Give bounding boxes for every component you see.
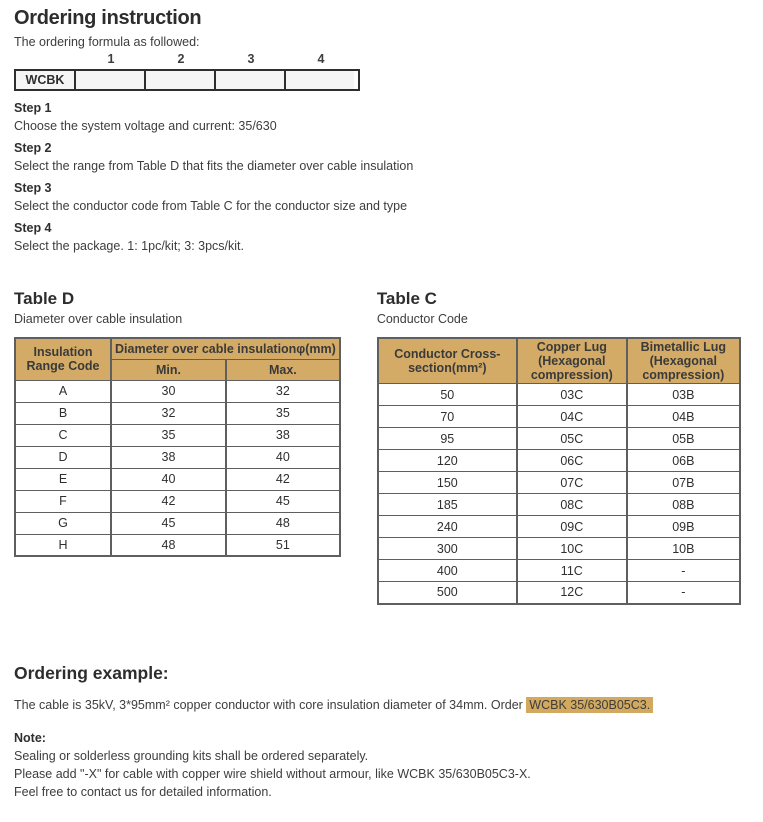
cell-max: 35 xyxy=(226,402,340,424)
cell-copper-code: 11C xyxy=(517,560,627,582)
step-4-label: Step 4 xyxy=(14,221,52,235)
page-title: Ordering instruction xyxy=(14,7,202,29)
cell-copper-code: 06C xyxy=(517,450,627,472)
cell-min: 48 xyxy=(111,534,226,556)
table-row xyxy=(378,516,740,538)
cell-bimetallic-code: 10B xyxy=(627,538,740,560)
formula-cell-1 xyxy=(74,71,144,89)
table-row xyxy=(378,494,740,516)
cell-copper-code: 09C xyxy=(517,516,627,538)
cell-cross-section: 185 xyxy=(378,494,517,516)
note-line-2: Please add "-X" for cable with copper wire shield without armour, like WCBK 35/630B05C3-X. xyxy=(14,766,531,781)
cell-max: 51 xyxy=(226,534,340,556)
table-c-header-bimetallic-lug: Bimetallic Lug (Hexagonal compression) xyxy=(627,338,740,384)
table-row xyxy=(378,560,740,582)
table-row xyxy=(15,402,340,424)
cell-bimetallic-code: 06B xyxy=(627,450,740,472)
cell-max: 38 xyxy=(226,424,340,446)
step-2-label: Step 2 xyxy=(14,141,52,155)
cell-bimetallic-code: 09B xyxy=(627,516,740,538)
table-d-section xyxy=(14,289,341,557)
step-1-label: Step 1 xyxy=(14,101,52,115)
cell-copper-code: 12C xyxy=(517,582,627,604)
step-3-text: Select the conductor code from Table C for the conductor size and type xyxy=(14,199,408,213)
step-2-text: Select the range from Table D that fits the diameter over cable insulation xyxy=(14,159,414,173)
note-line-3: Feel free to contact us for detailed information. xyxy=(14,784,272,799)
cell-bimetallic-code: 08B xyxy=(627,494,740,516)
ordering-example-text xyxy=(14,698,749,712)
cell-max: 32 xyxy=(226,380,340,402)
formula-label-4: 4 xyxy=(317,52,325,66)
table-d-header-min: Min. xyxy=(111,359,226,380)
table-d xyxy=(14,337,341,557)
formula-caption: The ordering formula as followed: xyxy=(14,35,200,49)
step-1-text: Choose the system voltage and current: 35/630 xyxy=(14,119,277,133)
table-c-subtitle: Conductor Code xyxy=(376,312,468,326)
cell-copper-code: 04C xyxy=(517,406,627,428)
table-row xyxy=(15,380,340,402)
cell-min: 38 xyxy=(111,446,226,468)
cell-cross-section: 400 xyxy=(378,560,517,582)
cell-range-code: G xyxy=(15,512,111,534)
note-line-1: Sealing or solderless grounding kits shall be ordered separately. xyxy=(14,748,369,763)
table-d-header-range-code: Insulation Range Code xyxy=(15,338,111,380)
table-c-section xyxy=(377,289,741,605)
cell-cross-section: 120 xyxy=(378,450,517,472)
cell-range-code: B xyxy=(15,402,111,424)
cell-min: 35 xyxy=(111,424,226,446)
cell-range-code: D xyxy=(15,446,111,468)
cell-max: 48 xyxy=(226,512,340,534)
cell-max: 42 xyxy=(226,468,340,490)
ordering-example-section xyxy=(14,663,749,712)
table-row xyxy=(15,424,340,446)
cell-bimetallic-code: 07B xyxy=(627,472,740,494)
table-row xyxy=(15,490,340,512)
cell-min: 42 xyxy=(111,490,226,512)
cell-cross-section: 240 xyxy=(378,516,517,538)
cell-bimetallic-code: - xyxy=(627,582,740,604)
formula-cell-4 xyxy=(284,71,354,89)
cell-max: 40 xyxy=(226,446,340,468)
cell-copper-code: 05C xyxy=(517,428,627,450)
table-c-header-row xyxy=(378,338,740,384)
table-d-header-diameter: Diameter over cable insulationφ(mm) xyxy=(111,338,340,359)
cell-cross-section: 500 xyxy=(378,582,517,604)
order-code-highlight: WCBK 35/630B05C3. xyxy=(526,697,653,713)
formula-position-labels xyxy=(14,52,749,69)
formula-cell-3 xyxy=(214,71,284,89)
cell-range-code: E xyxy=(15,468,111,490)
table-row xyxy=(378,428,740,450)
table-row xyxy=(15,512,340,534)
cell-cross-section: 150 xyxy=(378,472,517,494)
table-row xyxy=(378,582,740,604)
cell-bimetallic-code: 05B xyxy=(627,428,740,450)
table-row xyxy=(378,406,740,428)
cell-max: 45 xyxy=(226,490,340,512)
cell-copper-code: 10C xyxy=(517,538,627,560)
tables-section xyxy=(14,289,749,605)
step-4-text: Select the package. 1: 1pc/kit; 3: 3pcs/kit. xyxy=(14,239,244,253)
table-c xyxy=(377,337,741,605)
cell-bimetallic-code: 04B xyxy=(627,406,740,428)
steps-section xyxy=(14,101,749,253)
table-d-header-max: Max. xyxy=(226,359,340,380)
table-row xyxy=(378,538,740,560)
cell-cross-section: 300 xyxy=(378,538,517,560)
note-section xyxy=(14,732,749,799)
ordering-example-title: Ordering example: xyxy=(14,662,169,683)
cell-bimetallic-code: 03B xyxy=(627,384,740,406)
formula-table xyxy=(14,69,360,91)
formula-label-1: 1 xyxy=(107,52,115,66)
table-c-header-cross-section: Conductor Cross-section(mm²) xyxy=(378,338,517,384)
cell-cross-section: 50 xyxy=(378,384,517,406)
table-row xyxy=(15,446,340,468)
cell-range-code: H xyxy=(15,534,111,556)
cell-range-code: A xyxy=(15,380,111,402)
cell-min: 32 xyxy=(111,402,226,424)
formula-label-2: 2 xyxy=(177,52,185,66)
table-row xyxy=(378,384,740,406)
cell-bimetallic-code: - xyxy=(627,560,740,582)
table-d-subtitle: Diameter over cable insulation xyxy=(14,312,183,326)
ordering-formula xyxy=(14,52,749,91)
formula-prefix-cell: WCBK xyxy=(16,71,74,89)
cell-range-code: F xyxy=(15,490,111,512)
cell-cross-section: 95 xyxy=(378,428,517,450)
cell-cross-section: 70 xyxy=(378,406,517,428)
cell-copper-code: 03C xyxy=(517,384,627,406)
cell-min: 30 xyxy=(111,380,226,402)
cell-min: 40 xyxy=(111,468,226,490)
formula-cell-2 xyxy=(144,71,214,89)
table-d-title: Table D xyxy=(14,289,75,308)
cell-copper-code: 08C xyxy=(517,494,627,516)
table-c-title: Table C xyxy=(376,289,437,308)
table-row xyxy=(15,534,340,556)
formula-label-spacer xyxy=(14,52,76,69)
table-row xyxy=(378,472,740,494)
ordering-example-text-before: The cable is 35kV, 3*95mm² copper conductor with core insulation diameter of 34mm. Order xyxy=(14,697,527,712)
cell-range-code: C xyxy=(15,424,111,446)
table-row xyxy=(378,450,740,472)
formula-label-3: 3 xyxy=(247,52,255,66)
table-row xyxy=(15,468,340,490)
step-3-label: Step 3 xyxy=(14,181,52,195)
table-c-header-copper-lug: Copper Lug (Hexagonal compression) xyxy=(517,338,627,384)
table-d-header-row xyxy=(15,338,340,359)
cell-min: 45 xyxy=(111,512,226,534)
cell-copper-code: 07C xyxy=(517,472,627,494)
note-label: Note: xyxy=(14,730,46,745)
